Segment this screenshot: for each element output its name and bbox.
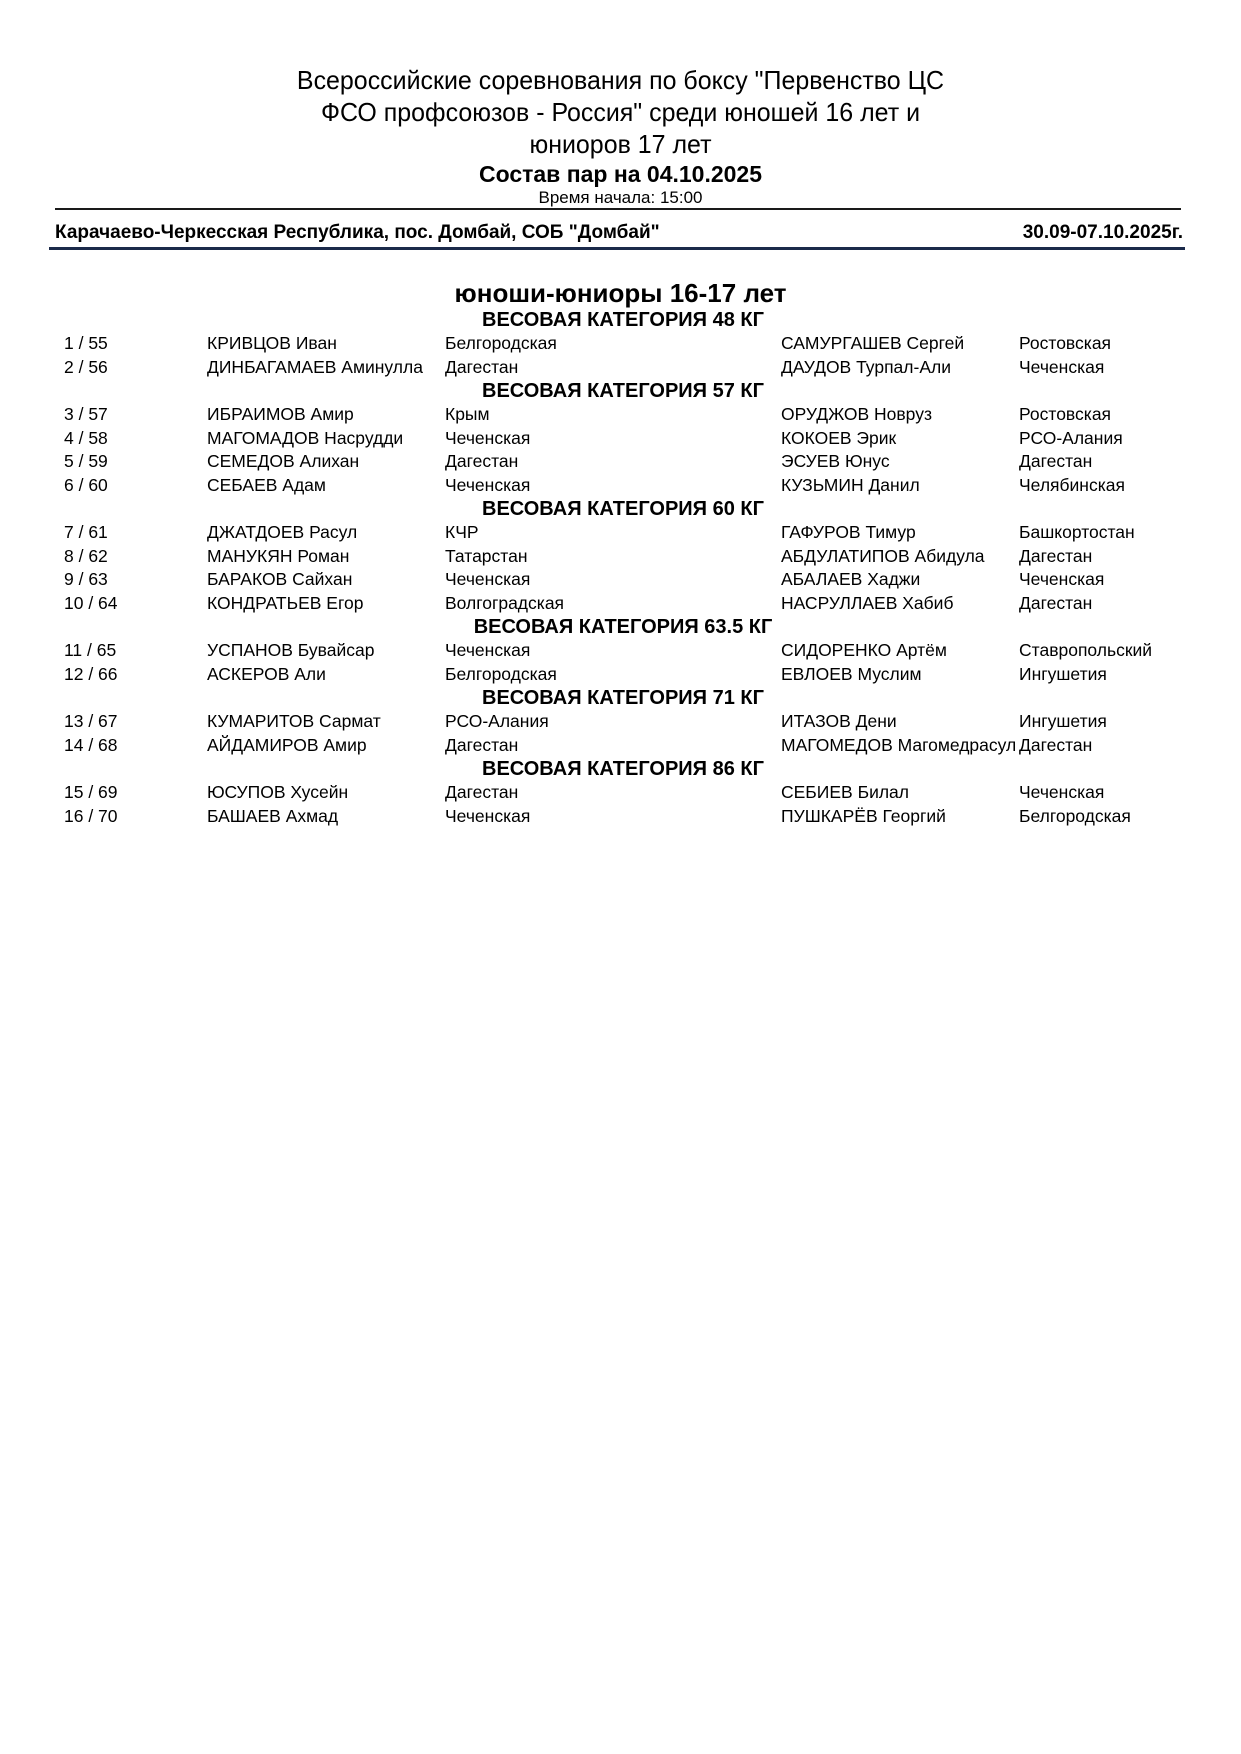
blue-corner-boxer-name: АБДУЛАТИПОВ Абидула (781, 545, 985, 566)
pair-number: 7 / 61 (64, 522, 108, 542)
red-corner-region: Чеченская (445, 427, 531, 448)
header-divider-bottom (49, 247, 1185, 250)
red-corner-region: Чеченская (445, 805, 531, 826)
red-corner-boxer-name: КРИВЦОВ Иван (207, 333, 337, 353)
red-corner-boxer-name: ДЖАТДОЕВ Расул (207, 522, 358, 542)
pair-row (0, 332, 1241, 356)
blue-corner-boxer-name: МАГОМЕДОВ Магомедрасул (781, 734, 1017, 755)
red-corner-region: Волгоградская (445, 592, 565, 613)
red-corner-boxer-name: УСПАНОВ Бувайсар (207, 640, 375, 660)
pair-row (0, 403, 1241, 427)
pair-row (0, 568, 1241, 592)
pair-number: 8 / 62 (64, 545, 108, 566)
red-corner-boxer-name: КУМАРИТОВ Сармат (207, 711, 381, 731)
blue-corner-region: Дагестан (1019, 734, 1093, 755)
red-corner-region: Дагестан (445, 734, 519, 755)
red-corner-boxer-name: БАРАКОВ Сайхан (207, 569, 353, 589)
pair-number: 4 / 58 (64, 427, 108, 448)
red-corner-region: Белгородская (445, 663, 557, 684)
pair-number: 1 / 55 (64, 333, 108, 353)
red-corner-boxer-name: ДИНБАГАМАЕВ Аминулла (207, 356, 423, 377)
pair-number: 12 / 66 (64, 663, 118, 684)
red-corner-region: Дагестан (445, 782, 519, 802)
pair-number: 13 / 67 (64, 711, 118, 731)
weight-category-header: ВЕСОВАЯ КАТЕГОРИЯ 63.5 КГ (473, 616, 773, 638)
blue-corner-region: Дагестан (1019, 545, 1093, 566)
venue-location: Карачаево-Черкесская Республика, пос. Домбай, СОБ "Домбай" (55, 222, 660, 243)
pair-row (0, 639, 1241, 663)
red-corner-boxer-name: БАШАЕВ Ахмад (207, 805, 339, 826)
weight-category-header: ВЕСОВАЯ КАТЕГОРИЯ 48 КГ (482, 309, 764, 331)
red-corner-boxer-name: КОНДРАТЬЕВ Егор (207, 592, 364, 613)
red-corner-boxer-name: СЕМЕДОВ Алихан (207, 451, 360, 471)
red-corner-region: КЧР (445, 522, 479, 542)
red-corner-boxer-name: ЮСУПОВ Хусейн (207, 782, 349, 802)
pair-number: 3 / 57 (64, 404, 108, 424)
red-corner-boxer-name: МАГОМАДОВ Насрудди (207, 427, 404, 448)
weight-category-header: ВЕСОВАЯ КАТЕГОРИЯ 86 КГ (482, 758, 764, 780)
pair-row (0, 427, 1241, 451)
blue-corner-boxer-name: ГАФУРОВ Тимур (781, 522, 916, 542)
pair-number: 6 / 60 (64, 474, 108, 495)
red-corner-boxer-name: АСКЕРОВ Али (207, 663, 326, 684)
blue-corner-boxer-name: СЕБИЕВ Билал (781, 782, 909, 802)
blue-corner-region: Чеченская (1019, 356, 1105, 377)
red-corner-boxer-name: МАНУКЯН Роман (207, 545, 350, 566)
pair-row (0, 474, 1241, 498)
pair-row (0, 356, 1241, 380)
blue-corner-region: Челябинская (1019, 474, 1125, 495)
red-corner-region: Чеченская (445, 569, 531, 589)
pair-number: 14 / 68 (64, 734, 118, 755)
blue-corner-boxer-name: ИТАЗОВ Дени (781, 711, 897, 731)
competition-title-line-2: ФСО профсоюзов - Россия" среди юношей 16 лет и (320, 97, 921, 127)
venue-row (55, 222, 1183, 246)
document-header (0, 64, 1241, 208)
pairs-list (0, 308, 1241, 828)
age-group-title: юноши-юниоры 16-17 лет (454, 278, 787, 308)
pair-number: 10 / 64 (64, 592, 118, 613)
red-corner-region: Крым (445, 404, 490, 424)
blue-corner-region: Дагестан (1019, 451, 1093, 471)
pair-row (0, 781, 1241, 805)
pair-row (0, 450, 1241, 474)
blue-corner-boxer-name: АБАЛАЕВ Хаджи (781, 569, 921, 589)
blue-corner-region: Дагестан (1019, 592, 1093, 613)
blue-corner-region: Белгородская (1019, 805, 1131, 826)
blue-corner-boxer-name: ОРУДЖОВ Новруз (781, 404, 932, 424)
blue-corner-region: Ингушетия (1019, 663, 1107, 684)
red-corner-boxer-name: АЙДАМИРОВ Амир (207, 734, 367, 755)
pair-number: 16 / 70 (64, 805, 118, 826)
pair-number: 9 / 63 (64, 569, 108, 589)
pair-number: 11 / 65 (64, 640, 117, 660)
blue-corner-boxer-name: НАСРУЛЛАЕВ Хабиб (781, 592, 954, 613)
blue-corner-boxer-name: ДАУДОВ Турпал-Али (781, 356, 951, 377)
pair-number: 2 / 56 (64, 356, 108, 377)
blue-corner-region: Башкортостан (1019, 522, 1135, 542)
pair-row (0, 545, 1241, 569)
blue-corner-region: Ростовская (1019, 404, 1112, 424)
header-divider-top (55, 208, 1181, 210)
weight-category-header: ВЕСОВАЯ КАТЕГОРИЯ 71 КГ (482, 687, 764, 709)
red-corner-region: Дагестан (445, 451, 519, 471)
blue-corner-region: Чеченская (1019, 569, 1105, 589)
red-corner-region: Дагестан (445, 356, 519, 377)
blue-corner-boxer-name: САМУРГАШЕВ Сергей (781, 333, 965, 353)
red-corner-region: Белгородская (445, 333, 557, 353)
red-corner-region: Чеченская (445, 640, 531, 660)
competition-title-line-3: юниоров 17 лет (529, 129, 712, 159)
blue-corner-boxer-name: СИДОРЕНКО Артём (781, 640, 947, 660)
pair-row (0, 805, 1241, 829)
blue-corner-region: РСО-Алания (1019, 427, 1123, 448)
blue-corner-region: Ростовская (1019, 333, 1112, 353)
competition-dates: 30.09-07.10.2025г. (1022, 222, 1183, 243)
blue-corner-boxer-name: ЕВЛОЕВ Муслим (781, 663, 922, 684)
red-corner-boxer-name: ИБРАИМОВ Амир (207, 404, 354, 424)
blue-corner-region: Ингушетия (1019, 711, 1107, 731)
blue-corner-boxer-name: ЭСУЕВ Юнус (781, 451, 890, 471)
red-corner-region: РСО-Алания (445, 711, 549, 731)
red-corner-region: Чеченская (445, 474, 531, 495)
blue-corner-region: Ставропольский (1019, 640, 1153, 660)
weight-category-header: ВЕСОВАЯ КАТЕГОРИЯ 60 КГ (482, 498, 764, 520)
pair-row (0, 663, 1241, 687)
start-time: Время начала: 15:00 (538, 188, 703, 207)
pair-number: 5 / 59 (64, 451, 108, 471)
blue-corner-boxer-name: ПУШКАРЁВ Георгий (781, 805, 946, 826)
competition-title-line-1: Всероссийские соревнования по боксу "Первенство ЦС (296, 65, 945, 95)
blue-corner-boxer-name: КУЗЬМИН Данил (781, 474, 920, 495)
pairs-date-title: Состав пар на 04.10.2025 (478, 161, 763, 187)
blue-corner-boxer-name: КОКОЕВ Эрик (781, 427, 897, 448)
weight-category-header: ВЕСОВАЯ КАТЕГОРИЯ 57 КГ (482, 380, 764, 402)
pair-row (0, 734, 1241, 758)
red-corner-region: Татарстан (445, 545, 528, 566)
blue-corner-region: Чеченская (1019, 782, 1105, 802)
red-corner-boxer-name: СЕБАЕВ Адам (207, 474, 326, 495)
pair-row (0, 592, 1241, 616)
pair-number: 15 / 69 (64, 782, 118, 802)
pair-row (0, 710, 1241, 734)
pair-row (0, 521, 1241, 545)
